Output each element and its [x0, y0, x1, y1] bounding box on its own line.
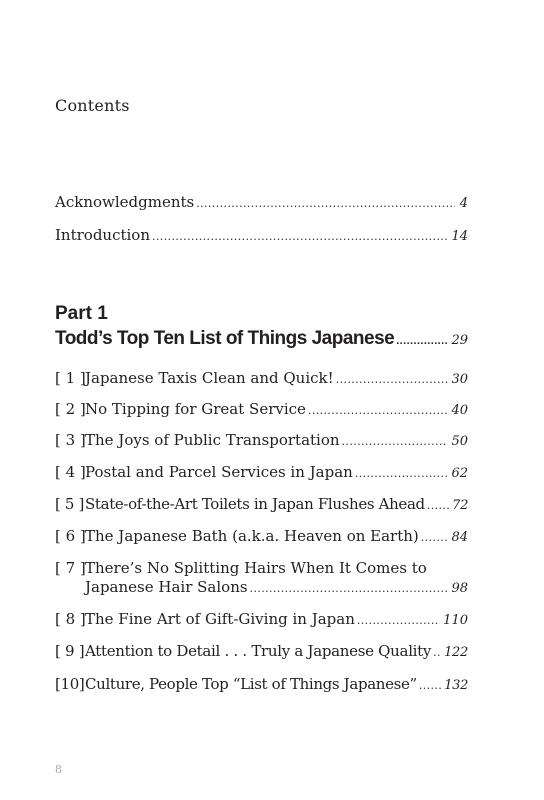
chapter-entry [55, 400, 468, 420]
toc-entry-page: 4 [459, 196, 468, 211]
dot-leader [427, 496, 449, 515]
dot-leader [196, 194, 455, 213]
part-label: Part 1 [55, 303, 108, 324]
chapter-page: 62 [451, 466, 468, 481]
chapter-page: 30 [451, 372, 468, 387]
part-title-entry [55, 329, 468, 351]
chapter-number: [ 1 ] [55, 369, 86, 387]
toc-entry-page: 14 [451, 229, 468, 244]
toc-entry-title: Acknowledgments [55, 193, 195, 211]
chapter-entry [55, 369, 468, 389]
chapter-page: 110 [443, 613, 468, 628]
toc-entry-page: 29 [451, 333, 468, 348]
page-number: 8 [55, 763, 62, 776]
chapter-number: [ 6 ] [55, 527, 86, 545]
chapter-number: [10] [55, 675, 85, 693]
chapter-number: [ 9 ] [55, 642, 85, 660]
chapter-title-text: The Joys of Public Transportation [85, 431, 340, 449]
chapter-number: [ 7 ] [55, 559, 86, 577]
chapter-title [55, 400, 306, 419]
chapter-page: 122 [444, 645, 468, 660]
chapter-number: [ 5 ] [55, 495, 85, 513]
dot-leader [308, 401, 449, 420]
chapter-entry [55, 463, 468, 483]
contents-heading: Contents [55, 96, 130, 115]
chapter-page: 72 [452, 498, 468, 513]
chapter-title-text: Attention to Detail . . . Truly a Japanese Quality [85, 642, 432, 660]
chapter-title-text: The Japanese Bath (a.k.a. Heaven on Earth) [85, 527, 419, 545]
dot-leader [152, 227, 448, 246]
dot-leader [342, 432, 449, 451]
dot-leader [396, 332, 448, 351]
chapter-page: 132 [444, 678, 468, 693]
chapter-page: 84 [451, 530, 468, 545]
toc-entry-title: Introduction [55, 226, 150, 244]
chapter-title-text: The Fine Art of Gift-Giving in Japan [85, 610, 355, 628]
chapter-title-text: State-of-the-Art Toilets in Japan Flushes Ahead [85, 495, 425, 513]
chapter-entry [55, 558, 468, 598]
dot-leader [433, 643, 441, 662]
chapter-page: 98 [451, 581, 468, 596]
chapter-title-line-2 [85, 578, 468, 598]
chapter-entry [55, 642, 468, 662]
chapter-title [55, 610, 355, 629]
dot-leader [355, 464, 449, 483]
chapter-title-line-1 [55, 558, 468, 578]
chapter-title-text: Japanese Taxis Clean and Quick! [85, 369, 334, 387]
chapter-page: 50 [451, 434, 468, 449]
chapter-page: 40 [451, 403, 468, 418]
chapter-number: [ 3 ] [55, 431, 86, 449]
part-title: Todd’s Top Ten List of Things Japanese [55, 328, 395, 349]
chapter-title-text: Culture, People Top “List of Things Japanese” [85, 675, 417, 693]
chapter-title-text: There’s No Splitting Hairs When It Comes to [85, 559, 427, 577]
dot-leader [421, 528, 449, 547]
dot-leader [357, 611, 440, 630]
dot-leader [336, 370, 449, 389]
chapter-title [55, 495, 425, 514]
chapter-title [55, 527, 419, 546]
chapter-entry [55, 431, 468, 451]
chapter-number: [ 8 ] [55, 610, 86, 628]
toc-entry-introduction [55, 226, 468, 246]
chapter-number: [ 2 ] [55, 400, 86, 418]
chapter-title-text: Postal and Parcel Services in Japan [85, 463, 353, 481]
dot-leader [250, 579, 449, 598]
chapter-entry [55, 495, 468, 515]
chapter-entry [55, 675, 468, 695]
chapter-entry [55, 610, 468, 630]
chapter-title [55, 369, 334, 388]
chapter-number: [ 4 ] [55, 463, 86, 481]
chapter-title-text: Japanese Hair Salons [85, 578, 248, 596]
chapter-title [55, 463, 353, 482]
chapter-title [55, 431, 340, 450]
chapter-entry [55, 527, 468, 547]
chapter-title-text: No Tipping for Great Service [85, 400, 306, 418]
toc-entry-acknowledgments [55, 193, 468, 213]
chapter-title [55, 642, 431, 661]
chapter-title [55, 675, 417, 694]
dot-leader [419, 676, 441, 695]
